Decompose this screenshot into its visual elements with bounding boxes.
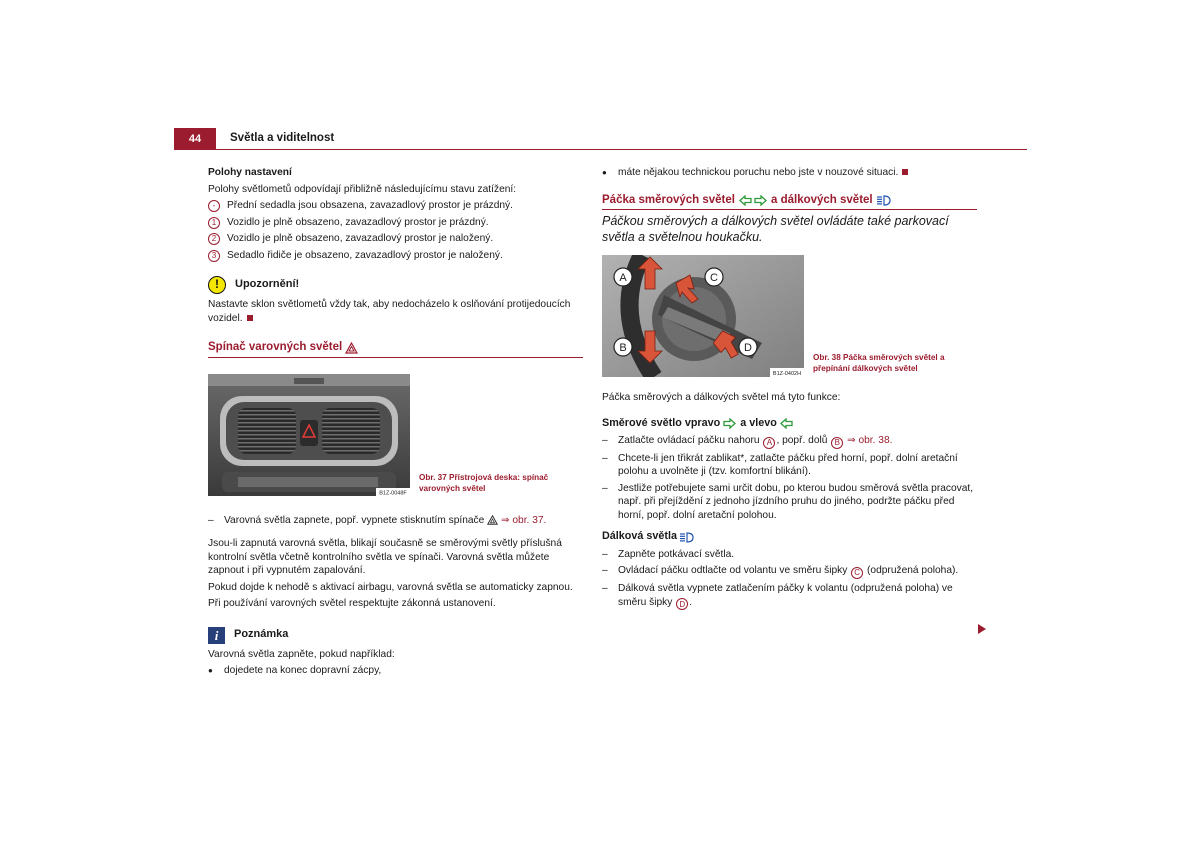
turn-heading: [602, 417, 977, 431]
list-item: – Ovládací páčku odtlačte od volantu ve směru šipky C (odpružená poloha).: [602, 564, 977, 579]
list-item: – Jestliže potřebujete sami určit dobu, po kterou budou směrová světla pracovat, např. při přejíždění z jednoho jízdního pruhu do jiného, podržte páčku před horní, popř. dolní aretační polohou.: [602, 482, 977, 523]
list-item: – Dálková světla vypnete zatlačením páčky k volantu (odpružená poloha) ve směru šipky D .: [602, 582, 977, 610]
figure-37: [208, 374, 583, 496]
turn-right-icon: [723, 418, 736, 429]
figure-label-b: B: [619, 342, 627, 354]
lever-heading: [602, 194, 977, 211]
figure-reference-link[interactable]: ⇒ obr. 38.: [847, 435, 893, 446]
list-item: – Zapněte potkávací světla.: [602, 548, 977, 562]
mark-c: C: [851, 567, 863, 579]
list-item: [208, 199, 583, 213]
info-icon: i: [208, 627, 225, 644]
page-number: 44: [174, 128, 216, 149]
figure-label-c: C: [710, 272, 718, 284]
turn-right-icon: [754, 195, 767, 206]
hazard-triangle-icon: [487, 515, 498, 525]
position-text: Přední sedadla jsou obsazena, zavazadlový prostor je prázdný.: [227, 200, 513, 211]
warning-text: Nastavte sklon světlometů vždy tak, aby nedocházelo k oslňování protijedoucích vozidel.: [208, 299, 571, 324]
figure-code: B1Z-0402H: [772, 371, 802, 377]
continue-arrow-icon: [978, 624, 986, 634]
hazard-switch-image: [208, 374, 410, 496]
end-of-section-icon: [247, 315, 253, 321]
position-mark: 2: [208, 233, 220, 245]
figure-reference-link[interactable]: ⇒ obr. 37.: [501, 514, 547, 526]
note-title: Poznámka: [234, 628, 289, 641]
figure-label-d: D: [744, 342, 752, 354]
warning-title-row: [208, 276, 583, 294]
positions-title: Polohy nastavení: [208, 167, 292, 178]
hazard-triangle-icon: [345, 342, 358, 354]
position-text: Vozidlo je plně obsazeno, zavazadlový prostor je prázdný.: [227, 216, 489, 228]
highbeam-heading: [602, 530, 977, 544]
hazard-heading: [208, 341, 583, 358]
hazard-heading-text: Spínač varovných světel: [208, 341, 343, 353]
list-item: – Zatlačte ovládací páčku nahoru A , popř. dolů B ⇒ obr. 38.: [602, 434, 977, 449]
lever-image: [602, 255, 804, 377]
highbeam-heading-text: Dálková světla: [602, 530, 678, 543]
mark-d: D: [676, 598, 688, 610]
position-text: Vozidlo je plně obsazeno, zavazadlový prostor je naložený.: [227, 233, 494, 244]
turn-left-icon: [739, 195, 752, 206]
list-item: ● máte nějakou technickou poruchu nebo jste v nouzové situaci.: [602, 166, 977, 180]
mark-b: B: [831, 437, 843, 449]
positions-intro: Polohy světlometů odpovídají přibližně následujícímu stavu zatížení:: [208, 183, 517, 195]
warning-title: Upozornění!: [235, 278, 300, 291]
turn-heading-text: Směrové světlo vpravo: [602, 416, 721, 429]
lever-heading-text: Páčka směrových světel: [602, 193, 735, 206]
highbeam-steps: [602, 548, 977, 611]
position-text: Sedadlo řidiče je obsazeno, zavazadlový prostor je naložený.: [227, 249, 503, 261]
lever-intro: Páčka směrových a dálkových světel má tyto funkce:: [602, 392, 841, 403]
hazard-steps: [208, 514, 583, 528]
list-item: [208, 216, 583, 230]
end-of-section-icon: [902, 169, 908, 175]
continued-bullets: [602, 166, 977, 180]
figure-38: [602, 255, 977, 377]
high-beam-icon: [679, 532, 694, 543]
lever-heading-text: a dálkových světel: [770, 193, 873, 206]
list-item: ● dojedete na konec dopravní zácpy,: [208, 664, 583, 678]
note-intro: Varovná světla zapněte, pokud například:: [208, 648, 395, 660]
position-mark: 3: [208, 250, 220, 262]
hazard-paragraph: Pokud dojde k nehodě s aktivací airbagu, varovná světla se automaticky zapnou.: [208, 581, 573, 593]
positions-list: [208, 199, 583, 262]
note-bullets: [208, 664, 583, 678]
chapter-title: Světla a viditelnost: [230, 132, 335, 144]
position-mark: 1: [208, 217, 220, 229]
list-item: [208, 232, 583, 246]
hazard-paragraph: Jsou-li zapnutá varovná světla, blikají současně se směrovými světly příslušná kontrolní světla včetně kontrolního světla ve spínači. Varovná světla můžete zapnout i při vypnutém zapalování.: [208, 538, 562, 576]
turn-heading-text: a vlevo: [740, 416, 777, 429]
right-column: [602, 166, 977, 613]
figure-code: B1Z-0048F: [379, 490, 407, 496]
warning-icon: !: [208, 276, 226, 294]
lever-lead: Páčkou směrových a dálkových světel ovládáte také parkovací světla a světelnou houkačku.: [602, 214, 949, 244]
figure-37-caption: Obr. 37 Přístrojová deska: spínač varovných světel: [419, 472, 549, 493]
position-mark: -: [208, 200, 220, 212]
left-column: [208, 166, 583, 681]
note-title-row: [208, 627, 583, 644]
hazard-paragraph: Při používání varovných světel respektujte zákonná ustanovení.: [208, 598, 496, 609]
figure-38-caption: Obr. 38 Páčka směrových světel a přepínání dálkových světel: [813, 353, 945, 373]
list-item: – Chcete-li jen třikrát zablikat*, zatlačte páčku před horní, popř. dolní aretační polohu a uvolněte ji (tzv. komfortní blikání).: [602, 452, 977, 479]
list-item: [208, 249, 583, 263]
page-header: [174, 128, 1027, 150]
mark-a: A: [763, 437, 775, 449]
high-beam-icon: [876, 195, 891, 206]
list-item: – Varovná světla zapnete, popř. vypnete stisknutím spínače ⇒ obr. 37.: [208, 514, 583, 528]
turn-left-icon: [780, 418, 793, 429]
figure-label-a: A: [619, 272, 627, 284]
turn-steps: [602, 434, 977, 522]
